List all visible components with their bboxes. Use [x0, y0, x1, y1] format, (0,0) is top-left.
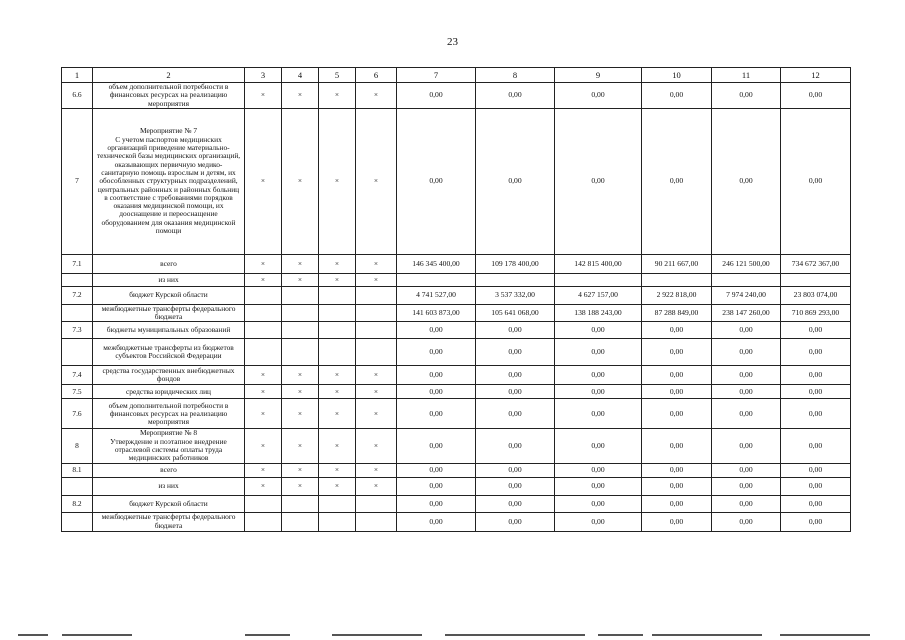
value-cell: 142 815 400,00 [555, 254, 642, 273]
value-cell: 0,00 [397, 495, 476, 512]
value-cell: 0,00 [712, 322, 781, 339]
column-header: 8 [476, 68, 555, 83]
value-cell: 109 178 400,00 [476, 254, 555, 273]
row-number-cell: 7.1 [62, 254, 93, 273]
cross-cell: × [319, 273, 356, 286]
value-cell: 0,00 [781, 429, 851, 463]
value-cell: 7 974 240,00 [712, 286, 781, 304]
page-number: 23 [447, 36, 458, 48]
table-row [62, 108, 851, 254]
table-row [62, 512, 851, 531]
scan-edge-line [18, 634, 48, 636]
row-label-cell: межбюджетные трансферты федерального бюджета [93, 512, 245, 531]
table-row [62, 339, 851, 366]
value-cell: 0,00 [555, 366, 642, 385]
cross-cell [282, 512, 319, 531]
cross-cell: × [319, 463, 356, 477]
cross-cell: × [282, 385, 319, 399]
cross-cell: × [319, 366, 356, 385]
row-label-cell: бюджет Курской области [93, 286, 245, 304]
value-cell: 0,00 [781, 463, 851, 477]
cross-cell: × [245, 399, 282, 429]
row-label-cell: средства юридических лиц [93, 385, 245, 399]
row-number-cell [62, 477, 93, 495]
value-cell: 0,00 [476, 495, 555, 512]
column-header: 4 [282, 68, 319, 83]
value-cell: 4 627 157,00 [555, 286, 642, 304]
value-cell: 0,00 [397, 322, 476, 339]
value-cell: 4 741 527,00 [397, 286, 476, 304]
cross-cell [319, 339, 356, 366]
column-header: 2 [93, 68, 245, 83]
value-cell: 146 345 400,00 [397, 254, 476, 273]
value-cell: 0,00 [476, 322, 555, 339]
value-cell: 0,00 [781, 512, 851, 531]
cross-cell [282, 339, 319, 366]
value-cell: 0,00 [781, 83, 851, 109]
cross-cell [282, 322, 319, 339]
measure-title: Мероприятие № 8 [139, 428, 198, 438]
cross-cell: × [282, 463, 319, 477]
cross-cell [245, 495, 282, 512]
value-cell: 246 121 500,00 [712, 254, 781, 273]
value-cell: 0,00 [781, 477, 851, 495]
row-number-cell [62, 304, 93, 322]
value-cell: 0,00 [476, 429, 555, 463]
value-cell: 0,00 [781, 366, 851, 385]
cross-cell: × [245, 477, 282, 495]
value-cell: 0,00 [712, 429, 781, 463]
value-cell: 0,00 [555, 339, 642, 366]
cross-cell: × [356, 273, 397, 286]
value-cell: 0,00 [555, 83, 642, 109]
value-cell: 0,00 [397, 339, 476, 366]
value-cell: 0,00 [781, 399, 851, 429]
value-cell: 0,00 [397, 83, 476, 109]
cross-cell: × [282, 108, 319, 254]
table-row [62, 83, 851, 109]
table-row [62, 254, 851, 273]
scan-edge-line [652, 634, 762, 636]
value-cell [781, 273, 851, 286]
column-header: 9 [555, 68, 642, 83]
table-row [62, 366, 851, 385]
value-cell: 0,00 [476, 512, 555, 531]
column-header: 10 [642, 68, 712, 83]
row-number-cell: 7.4 [62, 366, 93, 385]
measure-description: С учетом паспортов медицинских организаций приведение материально-технической базы медицинских организаций, оказывающих первичную медико-санитарную помощь взрослым и детям, их обособленных структурных подразделений, центральных районных и районных больниц в соответствие с требованиями порядков оказания медицинской помощи, их дооснащение и переоснащение оборудованием для оказания медицинской помощи [96, 134, 241, 236]
row-number-cell [62, 512, 93, 531]
value-cell: 0,00 [642, 477, 712, 495]
cross-cell: × [282, 477, 319, 495]
cross-cell: × [319, 385, 356, 399]
cross-cell [245, 322, 282, 339]
budget-table [61, 67, 851, 532]
value-cell: 0,00 [476, 463, 555, 477]
value-cell: 0,00 [642, 512, 712, 531]
value-cell: 0,00 [781, 339, 851, 366]
cross-cell [245, 512, 282, 531]
value-cell: 734 672 367,00 [781, 254, 851, 273]
column-header: 3 [245, 68, 282, 83]
value-cell: 0,00 [642, 429, 712, 463]
value-cell: 0,00 [397, 385, 476, 399]
value-cell: 0,00 [476, 477, 555, 495]
cross-cell [356, 512, 397, 531]
cross-cell: × [356, 366, 397, 385]
cross-cell: × [356, 108, 397, 254]
value-cell: 87 288 849,00 [642, 304, 712, 322]
value-cell: 0,00 [781, 322, 851, 339]
value-cell: 710 869 293,00 [781, 304, 851, 322]
value-cell: 0,00 [555, 477, 642, 495]
value-cell: 0,00 [712, 399, 781, 429]
value-cell: 0,00 [397, 429, 476, 463]
value-cell: 0,00 [555, 385, 642, 399]
value-cell [397, 273, 476, 286]
cross-cell: × [356, 83, 397, 109]
cross-cell: × [245, 366, 282, 385]
value-cell: 0,00 [555, 322, 642, 339]
cross-cell: × [245, 273, 282, 286]
cross-cell: × [356, 477, 397, 495]
row-number-cell [62, 339, 93, 366]
value-cell [712, 273, 781, 286]
row-label-cell: средства государственных внебюджетных фондов [93, 366, 245, 385]
cross-cell: × [356, 429, 397, 463]
cross-cell: × [245, 429, 282, 463]
column-header: 5 [319, 68, 356, 83]
column-header: 7 [397, 68, 476, 83]
value-cell: 105 641 068,00 [476, 304, 555, 322]
row-label-cell: бюджеты муниципальных образований [93, 322, 245, 339]
row-label-cell [93, 108, 245, 254]
cross-cell: × [245, 254, 282, 273]
value-cell: 0,00 [712, 477, 781, 495]
scan-edge-line [598, 634, 643, 636]
table-row [62, 399, 851, 429]
value-cell: 0,00 [555, 399, 642, 429]
row-label-cell: межбюджетные трансферты федерального бюджета [93, 304, 245, 322]
value-cell: 0,00 [397, 512, 476, 531]
table-row [62, 429, 851, 463]
cross-cell [282, 286, 319, 304]
value-cell: 0,00 [712, 463, 781, 477]
value-cell: 0,00 [476, 339, 555, 366]
measure-description: Утверждение и поэтапное внедрение отраслевой системы оплаты труда медицинских работников [110, 436, 227, 463]
value-cell: 0,00 [712, 366, 781, 385]
row-number-cell: 7 [62, 108, 93, 254]
row-number-cell: 8.1 [62, 463, 93, 477]
value-cell: 0,00 [642, 366, 712, 385]
value-cell: 0,00 [397, 463, 476, 477]
value-cell: 0,00 [712, 512, 781, 531]
value-cell: 0,00 [476, 83, 555, 109]
cross-cell: × [245, 385, 282, 399]
value-cell: 0,00 [397, 108, 476, 254]
value-cell: 0,00 [555, 108, 642, 254]
column-header: 6 [356, 68, 397, 83]
scan-edge-line [332, 634, 422, 636]
scan-edge-line [445, 634, 585, 636]
cross-cell [245, 286, 282, 304]
cross-cell: × [356, 463, 397, 477]
cross-cell [319, 512, 356, 531]
row-number-cell [62, 273, 93, 286]
cross-cell: × [245, 108, 282, 254]
value-cell: 0,00 [397, 366, 476, 385]
value-cell: 0,00 [397, 477, 476, 495]
cross-cell [319, 322, 356, 339]
cross-cell: × [319, 429, 356, 463]
row-label-cell: межбюджетные трансферты из бюджетов субъектов Российской Федерации [93, 339, 245, 366]
cross-cell: × [319, 399, 356, 429]
value-cell: 0,00 [642, 495, 712, 512]
cross-cell: × [245, 83, 282, 109]
cross-cell [356, 339, 397, 366]
value-cell [555, 273, 642, 286]
table-row [62, 495, 851, 512]
scan-edge-line [62, 634, 132, 636]
column-header: 12 [781, 68, 851, 83]
value-cell: 0,00 [476, 366, 555, 385]
cross-cell: × [282, 254, 319, 273]
value-cell: 23 803 074,00 [781, 286, 851, 304]
row-label-cell: всего [93, 254, 245, 273]
row-label-cell [93, 429, 245, 463]
row-label-cell: всего [93, 463, 245, 477]
value-cell: 0,00 [712, 108, 781, 254]
row-label-cell: объем дополнительной потребности в финансовых ресурсах на реализацию мероприятия [93, 83, 245, 109]
value-cell: 0,00 [476, 385, 555, 399]
cross-cell: × [245, 463, 282, 477]
value-cell: 0,00 [642, 399, 712, 429]
cross-cell [245, 339, 282, 366]
cross-cell [356, 286, 397, 304]
value-cell: 2 922 818,00 [642, 286, 712, 304]
table-row [62, 463, 851, 477]
cross-cell: × [319, 477, 356, 495]
value-cell: 90 211 667,00 [642, 254, 712, 273]
value-cell: 0,00 [397, 399, 476, 429]
value-cell: 0,00 [781, 108, 851, 254]
value-cell: 0,00 [555, 512, 642, 531]
table-row [62, 286, 851, 304]
value-cell: 0,00 [555, 495, 642, 512]
cross-cell: × [282, 366, 319, 385]
table-header-row [62, 68, 851, 83]
row-number-cell: 8 [62, 429, 93, 463]
cross-cell [319, 495, 356, 512]
cross-cell [282, 495, 319, 512]
table-row [62, 477, 851, 495]
value-cell: 0,00 [712, 83, 781, 109]
row-number-cell: 8.2 [62, 495, 93, 512]
value-cell: 0,00 [642, 322, 712, 339]
cross-cell: × [282, 429, 319, 463]
value-cell: 0,00 [712, 385, 781, 399]
table-row [62, 322, 851, 339]
value-cell: 0,00 [712, 339, 781, 366]
cross-cell [282, 304, 319, 322]
cross-cell: × [282, 273, 319, 286]
cross-cell [319, 304, 356, 322]
cross-cell: × [282, 399, 319, 429]
measure-title: Мероприятие № 7 [139, 126, 198, 136]
cross-cell [245, 304, 282, 322]
cross-cell: × [356, 399, 397, 429]
row-number-cell: 7.5 [62, 385, 93, 399]
value-cell: 0,00 [642, 385, 712, 399]
value-cell: 0,00 [712, 495, 781, 512]
column-header: 11 [712, 68, 781, 83]
row-number-cell: 6.6 [62, 83, 93, 109]
value-cell [476, 273, 555, 286]
row-number-cell: 7.2 [62, 286, 93, 304]
cross-cell [356, 304, 397, 322]
table-row [62, 273, 851, 286]
table-row [62, 385, 851, 399]
value-cell: 138 188 243,00 [555, 304, 642, 322]
cross-cell [356, 322, 397, 339]
value-cell: 0,00 [642, 463, 712, 477]
table-row [62, 304, 851, 322]
value-cell: 0,00 [555, 429, 642, 463]
value-cell: 0,00 [642, 339, 712, 366]
value-cell: 0,00 [476, 108, 555, 254]
value-cell: 238 147 260,00 [712, 304, 781, 322]
column-header: 1 [62, 68, 93, 83]
scan-edge-line [780, 634, 870, 636]
row-label-cell: объем дополнительной потребности в финансовых ресурсах на реализацию мероприятия [93, 399, 245, 429]
value-cell: 141 603 873,00 [397, 304, 476, 322]
cross-cell: × [319, 83, 356, 109]
value-cell: 0,00 [642, 108, 712, 254]
value-cell: 0,00 [476, 399, 555, 429]
cross-cell: × [319, 108, 356, 254]
cross-cell: × [282, 83, 319, 109]
row-number-cell: 7.3 [62, 322, 93, 339]
cross-cell: × [356, 254, 397, 273]
row-label-cell: из них [93, 273, 245, 286]
value-cell: 0,00 [555, 463, 642, 477]
cross-cell [356, 495, 397, 512]
cross-cell: × [319, 254, 356, 273]
value-cell: 3 537 332,00 [476, 286, 555, 304]
value-cell: 0,00 [781, 495, 851, 512]
value-cell: 0,00 [781, 385, 851, 399]
row-label-cell: из них [93, 477, 245, 495]
scan-edge-line [245, 634, 290, 636]
cross-cell: × [356, 385, 397, 399]
row-label-cell: бюджет Курской области [93, 495, 245, 512]
row-number-cell: 7.6 [62, 399, 93, 429]
value-cell: 0,00 [642, 83, 712, 109]
cross-cell [319, 286, 356, 304]
value-cell [642, 273, 712, 286]
